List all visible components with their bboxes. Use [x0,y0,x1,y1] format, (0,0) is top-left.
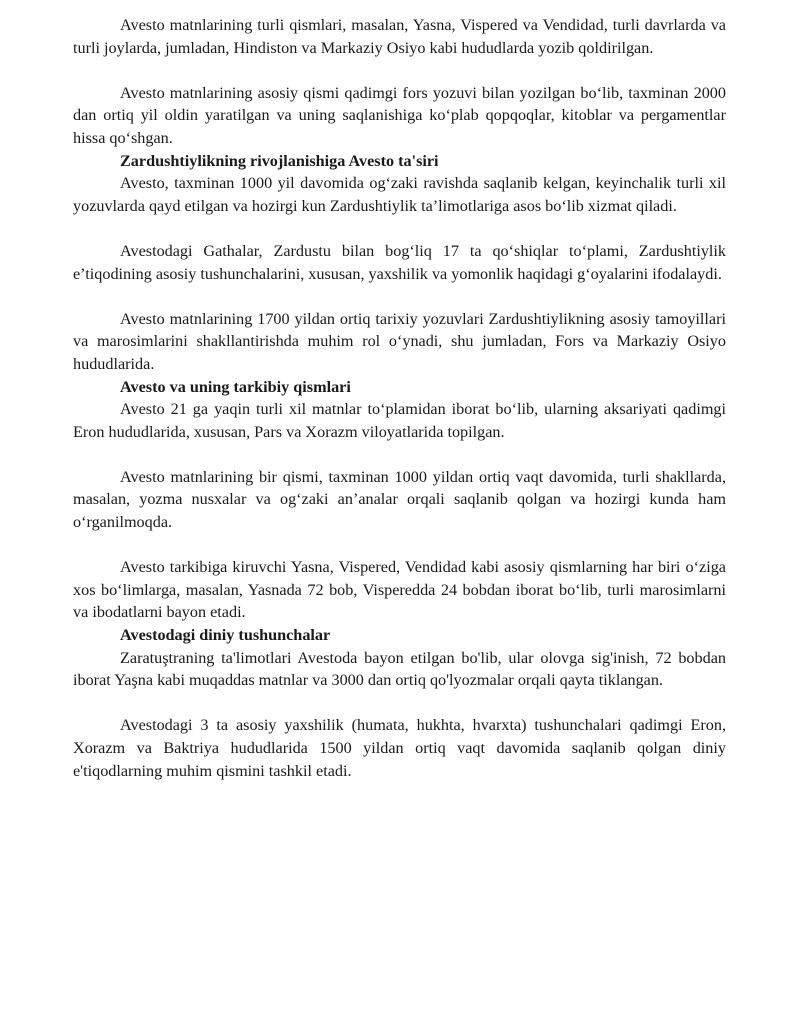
section-heading: Avestodagi diniy tushunchalar [120,626,331,645]
paragraph: Zaratuştraning ta'limotlari Avestoda bayon etilgan bo'lib, ular olovga sig'inish, 72 bobdan iborat Yaşna kabi muqaddas matnlar va 3000 dan ortiq qo'lyozmalar orqali qayta tiklangan. [73,648,726,690]
document-body [73,14,726,782]
section-heading: Avesto va uning tarkibiy qismlari [120,377,351,396]
paragraph: Avestodagi 3 ta asosiy yaxshilik (humata, hukhta, hvarxta) tushunchalari qadimgi Eron, Xorazm va Baktriya hududlarida 1500 yildan ortiq vaqt davomida saqlanib qolgan diniy e'tiqodlarning muhim qismini tashkil etadi. [73,716,726,780]
paragraph: Avesto, taxminan 1000 yil davomida og‘zaki ravishda saqlanib kelgan, keyinchalik turli xil yozuvlarda qayd etilgan va hozirgi kun Zardushtiylik ta’limotlariga asos bo‘lib xizmat qiladi. [73,174,726,215]
paragraph: Avesto matnlarining asosiy qismi qadimgi fors yozuvi bilan yozilgan bo‘lib, taxminan 2000 dan ortiq yil oldin yaratilgan va uning saqlanishiga ko‘plab qopqoqlar, kitoblar va pergamentlar hissa qo‘shgan. [73,83,726,147]
paragraph: Avesto 21 ga yaqin turli xil matnlar to‘plamidan iborat bo‘lib, ularning aksariyati qadimgi Eron hududlarida, xususan, Pars va Xorazm viloyatlarida topilgan. [73,400,726,441]
paragraph: Avesto matnlarining bir qismi, taxminan 1000 yildan ortiq vaqt davomida, turli shakllarda, masalan, yozma nusxalar va og‘zaki an’analar orqali saqlanib qolgan va hozirgi kunda ham o‘rganilmoqda. [73,467,726,532]
paragraph: Avesto matnlarining turli qismlari, masalan, Yasna, Vispered va Vendidad, turli davrlarda va turli joylarda, jumladan, Hindiston va Markaziy Osiyo kabi hududlarda yozib qoldirilgan. [73,16,726,57]
paragraph: Avestodagi Gathalar, Zardustu bilan bog‘liq 17 ta qo‘shiqlar to‘plami, Zardushtiylik e’tiqodining asosiy tushunchalarini, xususan, yaxshilik va yomonlik haqidagi g‘oyalarini ifodalaydi. [73,241,726,283]
paragraph: Avesto matnlarining 1700 yildan ortiq tarixiy yozuvlari Zardushtiylikning asosiy tamoyillari va marosimlarini shakllantirishda muhim rol o‘ynadi, shu jumladan, Fors va Markaziy Osiyo hududlarida. [73,309,726,373]
section-heading: Zardushtiylikning rivojlanishiga Avesto ta'siri [120,151,439,170]
paragraph: Avesto tarkibiga kiruvchi Yasna, Vispered, Vendidad kabi asosiy qismlarning har biri o‘ziga xos bo‘limlarga, masalan, Yasnada 72 bob, Visperedda 24 bobdan iborat bo‘lib, turli marosimlarni va ibodatlarni bayon etadi. [73,558,726,622]
